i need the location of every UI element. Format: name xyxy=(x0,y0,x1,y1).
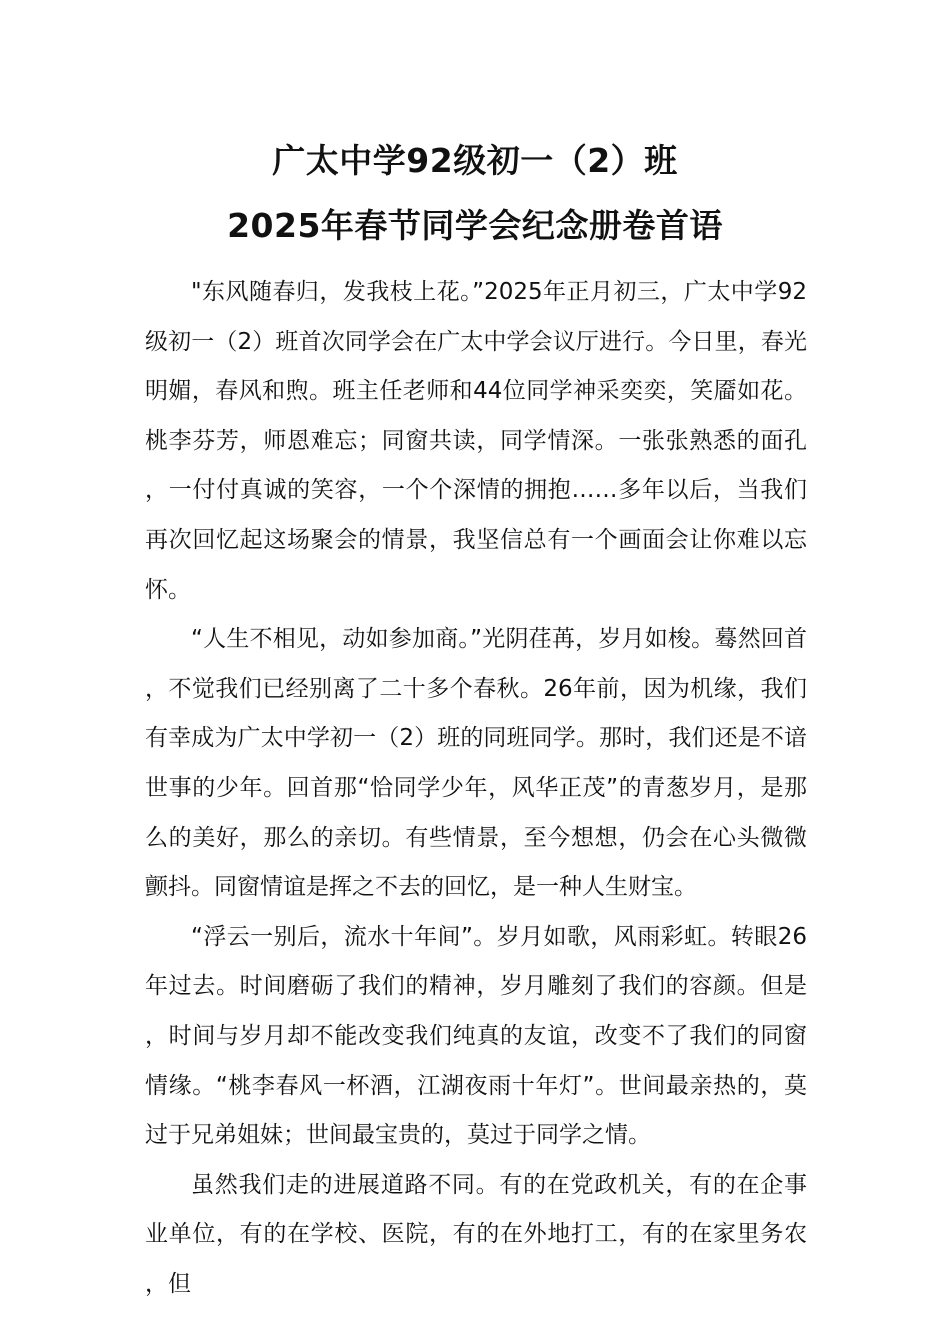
paragraph-3: “浮云一别后，流水十年间”。岁月如歌，风雨彩虹。转眼26年过去。时间磨砺了我们的精神，岁月雕刻了我们的容颜。但是，时间与岁月却不能改变我们纯真的友谊，改变不了我们的同窗情缘。“桃李春风一杯酒，江湖夜雨十年灯”。世间最亲热的，莫过于兄弟姐妹；世间最宝贵的，莫过于同学之情。 xyxy=(145,923,807,1149)
document-body xyxy=(145,268,807,1309)
title-line-event: 2025年春节同学会纪念册卷首语 xyxy=(227,206,723,245)
paragraph-1: "东风随春归，发我枝上花。”2025年正月初三，广太中学92级初一（2）班首次同学会在广太中学会议厅进行。今日里，春光明媚，春风和煦。班主任老师和44位同学神采奕奕，笑靥如花。桃李芬芳，师恩难忘；同窗共读，同学情深。一张张熟悉的面孔，一付付真诚的笑容，一个个深情的拥抱……多年以后，当我们再次回忆起这场聚会的情景，我坚信总有一个画面会让你难以忘怀。 xyxy=(145,279,807,603)
title-line-class: 广太中学92级初一（2）班 xyxy=(272,141,678,180)
paragraph-2: “人生不相见，动如参加商。”光阴荏苒，岁月如梭。蓦然回首，不觉我们已经别离了二十多个春秋。26年前，因为机缘，我们有幸成为广太中学初一（2）班的同班同学。那时，我们还是不谙世事的少年。回首那“恰同学少年，风华正茂”的青葱岁月，是那么的美好，那么的亲切。有些情景，至今想想，仍会在心头微微颤抖。同窗情谊是挥之不去的回忆，是一种人生财宝。 xyxy=(145,626,807,901)
paragraph-4: 虽然我们走的进展道路不同。有的在党政机关，有的在企事业单位，有的在学校、医院，有的在外地打工，有的在家里务农，但 xyxy=(145,1171,807,1297)
document-title xyxy=(0,128,950,258)
